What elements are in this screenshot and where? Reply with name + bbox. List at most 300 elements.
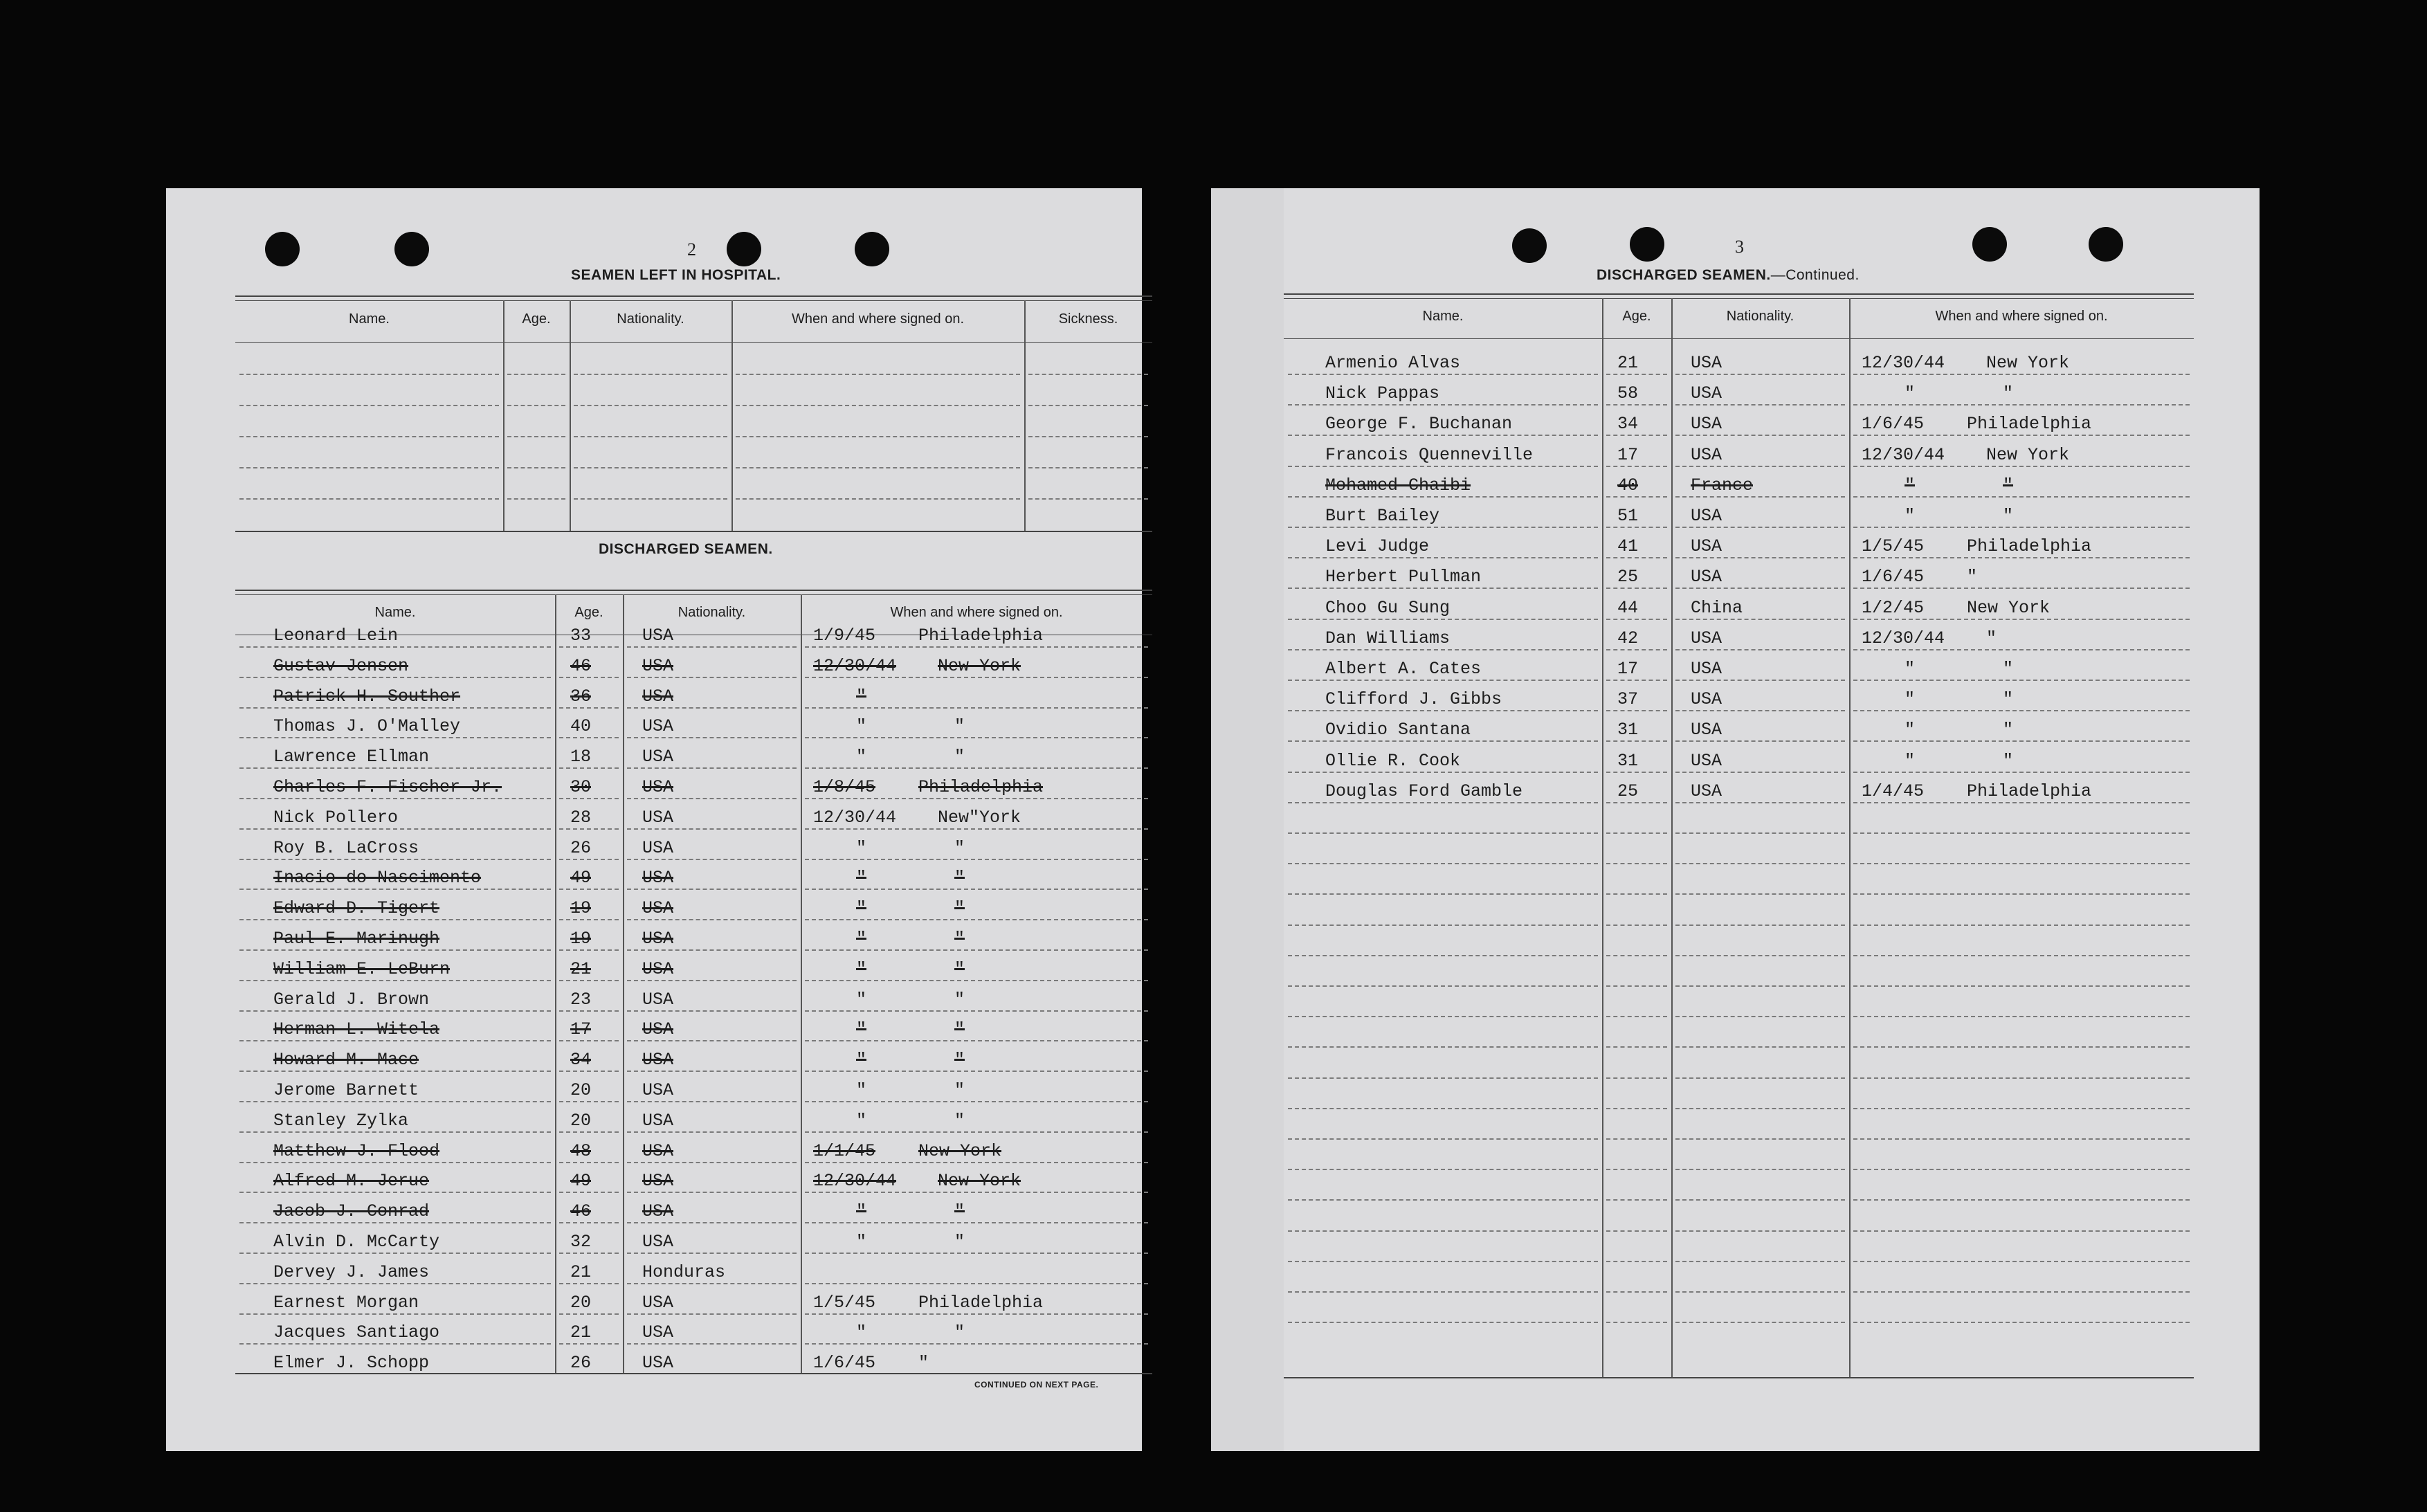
table-row-line	[559, 1040, 619, 1041]
seaman-age: 17	[570, 1019, 592, 1040]
signed-on-place: "	[954, 1019, 965, 1040]
table-row-line	[805, 1253, 1148, 1254]
signed-on-place: "	[954, 716, 965, 737]
table-row-line	[1853, 893, 2190, 895]
table-row-line	[1675, 649, 1845, 650]
seaman-name: Gustav Jensen	[273, 655, 409, 676]
table-row-line	[574, 498, 727, 500]
table-row-line	[736, 467, 1020, 468]
table-row-line	[1675, 588, 1845, 589]
table-row-line	[1675, 772, 1845, 773]
table-row-line	[805, 1162, 1148, 1163]
table-row-line	[1288, 680, 1598, 681]
signed-on-place: "	[918, 1353, 929, 1374]
seaman-age: 21	[1617, 353, 1639, 373]
seaman-nationality: USA	[1691, 781, 1722, 801]
table-row-line	[627, 677, 797, 678]
seaman-age: 37	[1617, 689, 1639, 710]
table-row-line	[627, 828, 797, 830]
signed-on-place: Philadelphia	[1967, 414, 2092, 435]
table-row-line	[1606, 1016, 1667, 1017]
table-row-line	[1853, 404, 2190, 406]
signed-on-date: 1/6/45	[1862, 414, 1925, 435]
table-row-line	[1606, 1199, 1667, 1201]
table-row-line	[1675, 1016, 1845, 1017]
seaman-nationality: USA	[642, 1050, 674, 1071]
table-row-line	[1288, 832, 1598, 834]
seaman-age: 26	[570, 1353, 592, 1374]
table-row-line	[1675, 1138, 1845, 1140]
signed-on-date: 1/5/45	[813, 1292, 876, 1313]
table-row-line	[1675, 1169, 1845, 1170]
table-row-line	[1606, 588, 1667, 589]
table-row-line	[1675, 435, 1845, 436]
seaman-age: 34	[1617, 414, 1639, 435]
table-rule	[235, 342, 1152, 343]
table-row-line	[1606, 404, 1667, 406]
column-header: When and where signed on.	[1935, 309, 2108, 324]
signed-on-date: "	[856, 958, 867, 979]
signed-on-date: "	[856, 1322, 867, 1343]
table-row-line	[1606, 985, 1667, 987]
table-row-line	[627, 1313, 797, 1315]
table-row-line	[1675, 924, 1845, 926]
table-row-line	[627, 798, 797, 799]
signed-on-place: "	[2003, 506, 2014, 526]
table-row-line	[1288, 619, 1598, 620]
seaman-nationality: USA	[1691, 536, 1722, 557]
signed-on-date: "	[856, 868, 867, 889]
table-row-line	[805, 737, 1148, 738]
signed-on-date: "	[856, 747, 867, 767]
table-row-line	[1853, 1016, 2190, 1017]
seaman-age: 40	[1617, 475, 1639, 495]
signed-on-date: 1/4/45	[1862, 781, 1925, 801]
punch-hole	[1630, 227, 1664, 262]
table-row-line	[1606, 710, 1667, 711]
table-row-line	[1853, 740, 2190, 742]
seaman-name: Armenio Alvas	[1325, 353, 1461, 373]
table-row-line	[239, 646, 551, 648]
table-row-line	[507, 374, 565, 375]
table-row-line	[1606, 1138, 1667, 1140]
table-row-line	[1675, 680, 1845, 681]
table-row-line	[1606, 1108, 1667, 1109]
table-row-line	[507, 467, 565, 468]
table-row-line	[1288, 710, 1598, 711]
seaman-age: 19	[570, 929, 592, 949]
left-page	[166, 188, 1142, 1451]
column-header: Age.	[522, 311, 551, 327]
signed-on-place: "	[954, 958, 965, 979]
table-row-line	[1675, 955, 1845, 956]
table-row-line	[1675, 1108, 1845, 1109]
table-row-line	[1675, 710, 1845, 711]
table-row-line	[805, 1040, 1148, 1041]
seaman-name: Mohamed Chaibi	[1325, 475, 1471, 495]
table-row-line	[805, 1010, 1148, 1012]
punch-hole	[855, 232, 889, 266]
table-rule	[235, 594, 1152, 595]
table-row-line	[1606, 1261, 1667, 1262]
signed-on-date: "	[1905, 659, 1916, 679]
table-row-line	[627, 1222, 797, 1223]
seaman-age: 41	[1617, 536, 1639, 557]
column-header: Nationality.	[617, 311, 684, 327]
column-header: Name.	[374, 605, 416, 620]
seaman-nationality: USA	[642, 1201, 674, 1222]
table-row-line	[1028, 498, 1148, 500]
signed-on-date: "	[856, 1110, 867, 1131]
table-row-line	[1675, 802, 1845, 803]
seaman-age: 19	[570, 898, 592, 919]
table-row-line	[1675, 466, 1845, 467]
table-row-line	[1288, 1261, 1598, 1262]
signed-on-date: 12/30/44	[1862, 628, 1945, 648]
seaman-age: 48	[570, 1140, 592, 1161]
signed-on-place: "	[954, 1232, 965, 1252]
table-row-line	[627, 1071, 797, 1072]
table-row-line	[1675, 496, 1845, 498]
continued-note: CONTINUED ON NEXT PAGE.	[974, 1380, 1099, 1390]
seaman-age: 30	[570, 777, 592, 797]
discharged-section-title: DISCHARGED SEAMEN.	[599, 541, 773, 557]
table-row-line	[805, 1222, 1148, 1223]
table-row-line	[1606, 435, 1667, 436]
column-divider	[1024, 300, 1026, 531]
table-row-line	[1288, 1169, 1598, 1170]
table-row-line	[239, 1313, 551, 1315]
table-row-line	[239, 1040, 551, 1041]
table-row-line	[559, 1101, 619, 1102]
table-row-line	[1606, 1046, 1667, 1048]
table-row-line	[239, 1253, 551, 1254]
seaman-age: 40	[570, 716, 592, 737]
seaman-age: 31	[1617, 720, 1639, 740]
seaman-name: Matthew J. Flood	[273, 1140, 440, 1161]
table-row-line	[239, 707, 551, 709]
table-row-line	[1853, 1230, 2190, 1232]
signed-on-date: 1/6/45	[1862, 567, 1925, 588]
seaman-name: Albert A. Cates	[1325, 659, 1482, 679]
signed-on-place: "	[1967, 567, 1978, 588]
punch-hole	[265, 232, 300, 266]
table-row-line	[1606, 557, 1667, 558]
column-divider	[1849, 298, 1851, 1377]
table-row-line	[239, 889, 551, 890]
table-row-line	[1606, 619, 1667, 620]
table-row-line	[1606, 649, 1667, 650]
table-row-line	[805, 1192, 1148, 1193]
table-row-line	[239, 405, 499, 406]
table-row-line	[1853, 1322, 2190, 1323]
table-row-line	[1853, 710, 2190, 711]
table-row-line	[1675, 740, 1845, 742]
column-header: Nationality.	[1726, 309, 1794, 324]
table-row-line	[559, 767, 619, 769]
table-rule	[1284, 338, 2194, 339]
signed-on-date: 12/30/44	[1862, 444, 1945, 465]
seaman-name: Dervey J. James	[273, 1261, 430, 1282]
table-row-line	[559, 889, 619, 890]
table-row-line	[559, 1162, 619, 1163]
signed-on-place: Philadelphia	[918, 777, 1044, 797]
table-rule	[235, 590, 1152, 591]
table-row-line	[559, 1222, 619, 1223]
table-row-line	[1288, 1230, 1598, 1232]
table-row-line	[559, 1283, 619, 1284]
table-row-line	[239, 919, 551, 920]
table-row-line	[1853, 1199, 2190, 1201]
seaman-name: Levi Judge	[1325, 536, 1430, 557]
seaman-nationality: USA	[642, 655, 674, 676]
table-row-line	[239, 859, 551, 860]
table-row-line	[1853, 985, 2190, 987]
table-row-line	[239, 374, 499, 375]
seaman-nationality: USA	[642, 989, 674, 1010]
table-row-line	[1288, 924, 1598, 926]
signed-on-date: "	[856, 989, 867, 1010]
seaman-name: Elmer J. Schopp	[273, 1353, 430, 1374]
seaman-age: 36	[570, 686, 592, 707]
seaman-age: 33	[570, 626, 592, 646]
column-divider	[623, 594, 624, 1373]
table-row-line	[239, 828, 551, 830]
seaman-nationality: USA	[642, 1019, 674, 1040]
table-row-line	[627, 1162, 797, 1163]
column-divider	[1602, 298, 1603, 1377]
table-row-line	[1675, 985, 1845, 987]
table-row-line	[1853, 588, 2190, 589]
signed-on-place: "	[954, 747, 965, 767]
signed-on-date: "	[1905, 750, 1916, 771]
signed-on-place: "	[2003, 475, 2014, 495]
table-row-line	[627, 889, 797, 890]
table-row-line	[627, 707, 797, 709]
table-row-line	[1606, 740, 1667, 742]
table-row-line	[1606, 832, 1667, 834]
table-row-line	[805, 1283, 1148, 1284]
table-row-line	[1288, 649, 1598, 650]
page-fold	[1211, 188, 1284, 1451]
table-row-line	[805, 1101, 1148, 1102]
seaman-age: 18	[570, 747, 592, 767]
seaman-age: 46	[570, 1201, 592, 1222]
signed-on-date: 1/2/45	[1862, 597, 1925, 618]
continued-label: —Continued.	[1770, 267, 1860, 283]
seaman-age: 20	[570, 1110, 592, 1131]
seaman-age: 21	[570, 958, 592, 979]
signed-on-place: Philadelphia	[918, 1292, 1044, 1313]
table-row-line	[805, 798, 1148, 799]
seaman-nationality: USA	[642, 837, 674, 858]
seaman-name: George F. Buchanan	[1325, 414, 1513, 435]
table-row-line	[627, 1343, 797, 1345]
seaman-nationality: USA	[1691, 750, 1722, 771]
signed-on-place: "	[2003, 720, 2014, 740]
table-row-line	[805, 949, 1148, 951]
table-row-line	[805, 859, 1148, 860]
table-row-line	[1853, 772, 2190, 773]
seaman-name: Paul E. Marinugh	[273, 929, 440, 949]
table-row-line	[1288, 496, 1598, 498]
seaman-nationality: France	[1691, 475, 1754, 495]
table-row-line	[1853, 527, 2190, 528]
column-divider	[570, 300, 571, 531]
seaman-age: 17	[1617, 659, 1639, 679]
signed-on-date: 1/9/45	[813, 626, 876, 646]
seaman-age: 42	[1617, 628, 1639, 648]
signed-on-place: "	[2003, 383, 2014, 404]
punch-hole	[1972, 227, 2007, 262]
table-row-line	[1853, 1077, 2190, 1079]
seaman-nationality: USA	[642, 1110, 674, 1131]
page-number: 2	[687, 239, 696, 259]
table-row-line	[805, 677, 1148, 678]
table-row-line	[736, 374, 1020, 375]
table-row-line	[736, 405, 1020, 406]
table-row-line	[1288, 1077, 1598, 1079]
seaman-name: Clifford J. Gibbs	[1325, 689, 1502, 710]
table-row-line	[805, 828, 1148, 830]
table-row-line	[1675, 1199, 1845, 1201]
table-row-line	[239, 1222, 551, 1223]
table-row-line	[1675, 404, 1845, 406]
table-row-line	[574, 405, 727, 406]
seaman-nationality: USA	[642, 1080, 674, 1100]
table-row-line	[1675, 527, 1845, 528]
table-row-line	[1853, 1138, 2190, 1140]
signed-on-place: "	[1986, 628, 1997, 648]
table-row-line	[1288, 557, 1598, 558]
table-row-line	[1853, 863, 2190, 864]
table-row-line	[627, 1283, 797, 1284]
table-rule	[1284, 1377, 2194, 1378]
table-row-line	[559, 828, 619, 830]
table-row-line	[627, 949, 797, 951]
table-row-line	[1675, 1230, 1845, 1232]
table-row-line	[1675, 1291, 1845, 1293]
table-row-line	[1288, 985, 1598, 987]
table-row-line	[1675, 374, 1845, 375]
table-row-line	[239, 737, 551, 738]
table-row-line	[1288, 588, 1598, 589]
table-row-line	[627, 980, 797, 981]
seaman-age: 21	[570, 1322, 592, 1343]
table-row-line	[1675, 619, 1845, 620]
table-row-line	[1288, 374, 1598, 375]
table-row-line	[1853, 955, 2190, 956]
table-row-line	[1853, 374, 2190, 375]
table-row-line	[574, 436, 727, 437]
seaman-name: Edward D. Tigert	[273, 898, 440, 919]
seaman-name: Francois Quenneville	[1325, 444, 1534, 465]
table-row-line	[507, 405, 565, 406]
table-row-line	[627, 1131, 797, 1133]
signed-on-place: "	[954, 837, 965, 858]
table-row-line	[1288, 1199, 1598, 1201]
signed-on-date: "	[856, 686, 867, 707]
table-row-line	[1675, 863, 1845, 864]
seaman-name: Gerald J. Brown	[273, 989, 430, 1010]
signed-on-date: "	[856, 837, 867, 858]
seaman-name: Earnest Morgan	[273, 1292, 419, 1313]
seaman-nationality: USA	[1691, 444, 1722, 465]
signed-on-date: "	[1905, 383, 1916, 404]
table-row-line	[805, 1071, 1148, 1072]
seaman-name: Douglas Ford Gamble	[1325, 781, 1523, 801]
table-row-line	[1288, 893, 1598, 895]
signed-on-place: "	[954, 1050, 965, 1071]
seaman-age: 25	[1617, 567, 1639, 588]
signed-on-date: "	[1905, 689, 1916, 710]
seaman-name: Stanley Zylka	[273, 1110, 409, 1131]
seaman-age: 21	[570, 1261, 592, 1282]
signed-on-date: "	[856, 716, 867, 737]
signed-on-place: New York	[938, 655, 1021, 676]
seaman-age: 31	[1617, 750, 1639, 771]
table-row-line	[1675, 1261, 1845, 1262]
column-divider	[801, 594, 802, 1373]
table-row-line	[1853, 1261, 2190, 1262]
table-row-line	[627, 1040, 797, 1041]
table-row-line	[627, 767, 797, 769]
table-row-line	[1288, 740, 1598, 742]
table-rule	[235, 531, 1152, 532]
signed-on-place: New York	[938, 1171, 1021, 1192]
seaman-name: Nick Pollero	[273, 807, 399, 828]
table-row-line	[1288, 1016, 1598, 1017]
signed-on-place: New York	[1967, 597, 2051, 618]
table-row-line	[1606, 374, 1667, 375]
column-divider	[503, 300, 505, 531]
punch-hole	[1512, 228, 1547, 263]
table-row-line	[239, 949, 551, 951]
table-row-line	[736, 436, 1020, 437]
seaman-nationality: USA	[642, 716, 674, 737]
table-row-line	[1288, 772, 1598, 773]
table-row-line	[1606, 466, 1667, 467]
seaman-name: Choo Gu Sung	[1325, 597, 1451, 618]
table-row-line	[239, 1071, 551, 1072]
signed-on-place: "	[954, 868, 965, 889]
table-rule	[1284, 298, 2194, 299]
table-row-line	[627, 646, 797, 648]
seaman-name: Herman L. Witela	[273, 1019, 440, 1040]
table-rule	[235, 300, 1152, 301]
signed-on-date: "	[856, 898, 867, 919]
table-row-line	[239, 1283, 551, 1284]
table-row-line	[559, 1253, 619, 1254]
table-row-line	[1028, 436, 1148, 437]
table-row-line	[627, 1192, 797, 1193]
table-row-line	[1853, 1291, 2190, 1293]
table-row-line	[627, 919, 797, 920]
signed-on-date: 12/30/44	[1862, 353, 1945, 373]
seaman-age: 49	[570, 868, 592, 889]
column-header: Name.	[1422, 309, 1464, 324]
seaman-name: Jerome Barnett	[273, 1080, 419, 1100]
signed-on-date: "	[856, 929, 867, 949]
column-divider	[731, 300, 733, 531]
table-row-line	[736, 498, 1020, 500]
table-row-line	[239, 1131, 551, 1133]
signed-on-date: 1/1/45	[813, 1140, 876, 1161]
hospital-section-title: SEAMEN LEFT IN HOSPITAL.	[571, 267, 781, 283]
seaman-nationality: USA	[1691, 414, 1722, 435]
table-row-line	[239, 980, 551, 981]
seaman-age: 49	[570, 1171, 592, 1192]
